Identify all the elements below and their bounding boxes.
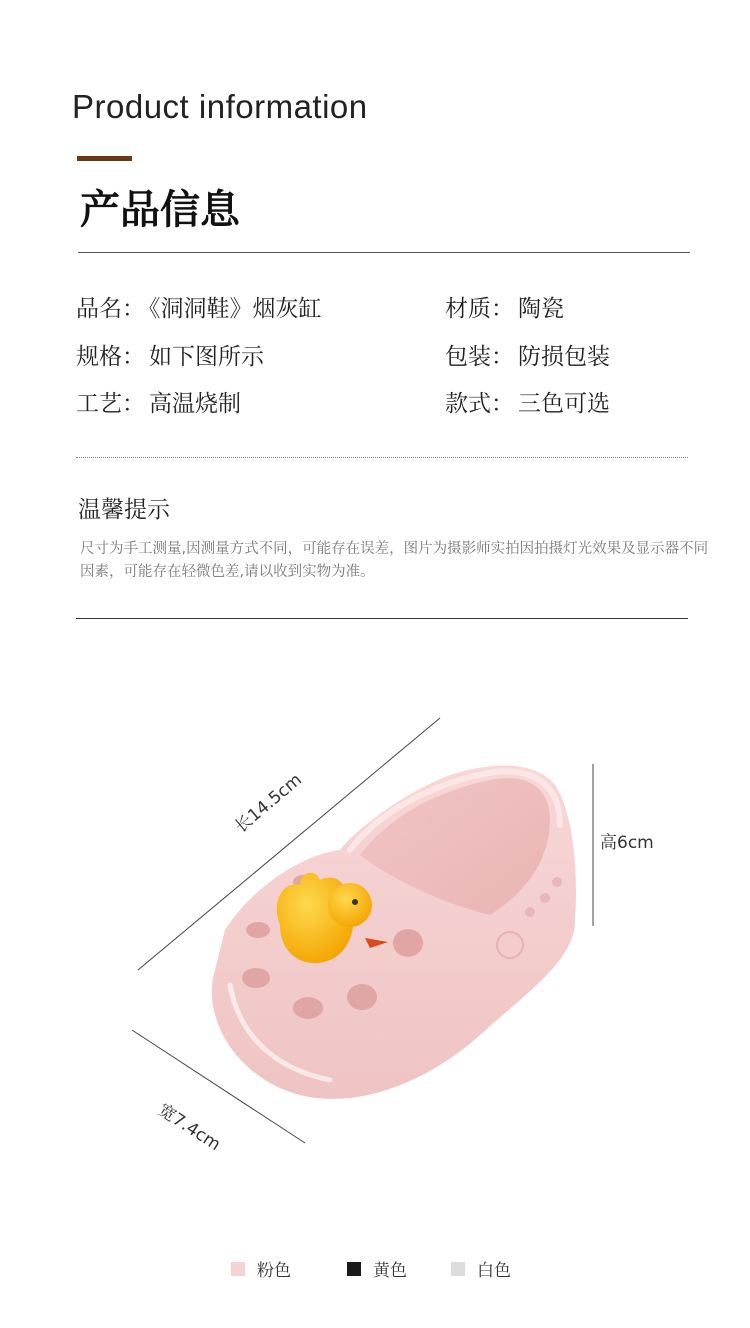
spec-item-size [76, 338, 264, 371]
shoe-hole [242, 968, 270, 988]
color-label: 白色 [477, 1261, 511, 1281]
swatch-icon [451, 1262, 465, 1276]
tip-text: 尺寸为手工测量,因测量方式不同，可能存在误差，图片为摄影师实拍因拍摄灯光效果及显示器不同因素，可能存在轻微色差,请以收到实物为准。 [80, 541, 709, 580]
spec-value: 《洞洞鞋》烟灰缸 [149, 296, 322, 322]
title-accent-bar [77, 156, 132, 161]
shoe-hole [393, 929, 423, 957]
spec-item-material [445, 290, 564, 323]
swatch-icon [347, 1262, 361, 1276]
height-label: 高6cm [600, 833, 654, 853]
color-option-pink [231, 1256, 291, 1281]
spec-item-name [76, 290, 322, 323]
spec-value: 如下图所示 [149, 344, 264, 370]
spec-key: 包装： [445, 344, 514, 370]
divider-bottom [76, 618, 688, 619]
shoe-hole [246, 922, 270, 938]
spec-key: 规格： [76, 344, 145, 370]
length-label: 长14.5cm [231, 769, 306, 838]
product-illustration [0, 640, 750, 1200]
shoe-hole [293, 997, 323, 1019]
color-option-white [451, 1256, 511, 1281]
spec-value: 防损包装 [518, 344, 610, 370]
title-english: Product information [72, 88, 368, 125]
color-option-yellow [347, 1256, 407, 1281]
spec-item-packaging [445, 338, 610, 371]
title-chinese: 产品信息 [80, 187, 240, 233]
width-label: 宽7.4cm [154, 1100, 224, 1156]
spec-value: 三色可选 [518, 391, 610, 417]
spec-item-craft [76, 385, 241, 418]
spec-value: 陶瓷 [518, 296, 564, 322]
spec-key: 款式： [445, 391, 514, 417]
swatch-icon [231, 1262, 245, 1276]
divider-dotted [76, 457, 688, 458]
color-label: 黄色 [373, 1261, 407, 1281]
tip-title: 温馨提示 [78, 497, 170, 523]
spec-item-style [445, 385, 610, 418]
spec-key: 材质： [445, 296, 514, 322]
color-label: 粉色 [257, 1261, 291, 1281]
divider-top [78, 252, 690, 253]
spec-key: 工艺： [76, 391, 145, 417]
spec-key: 品名： [76, 296, 145, 322]
shoe-hole [347, 984, 377, 1010]
spec-value: 高温烧制 [149, 391, 241, 417]
